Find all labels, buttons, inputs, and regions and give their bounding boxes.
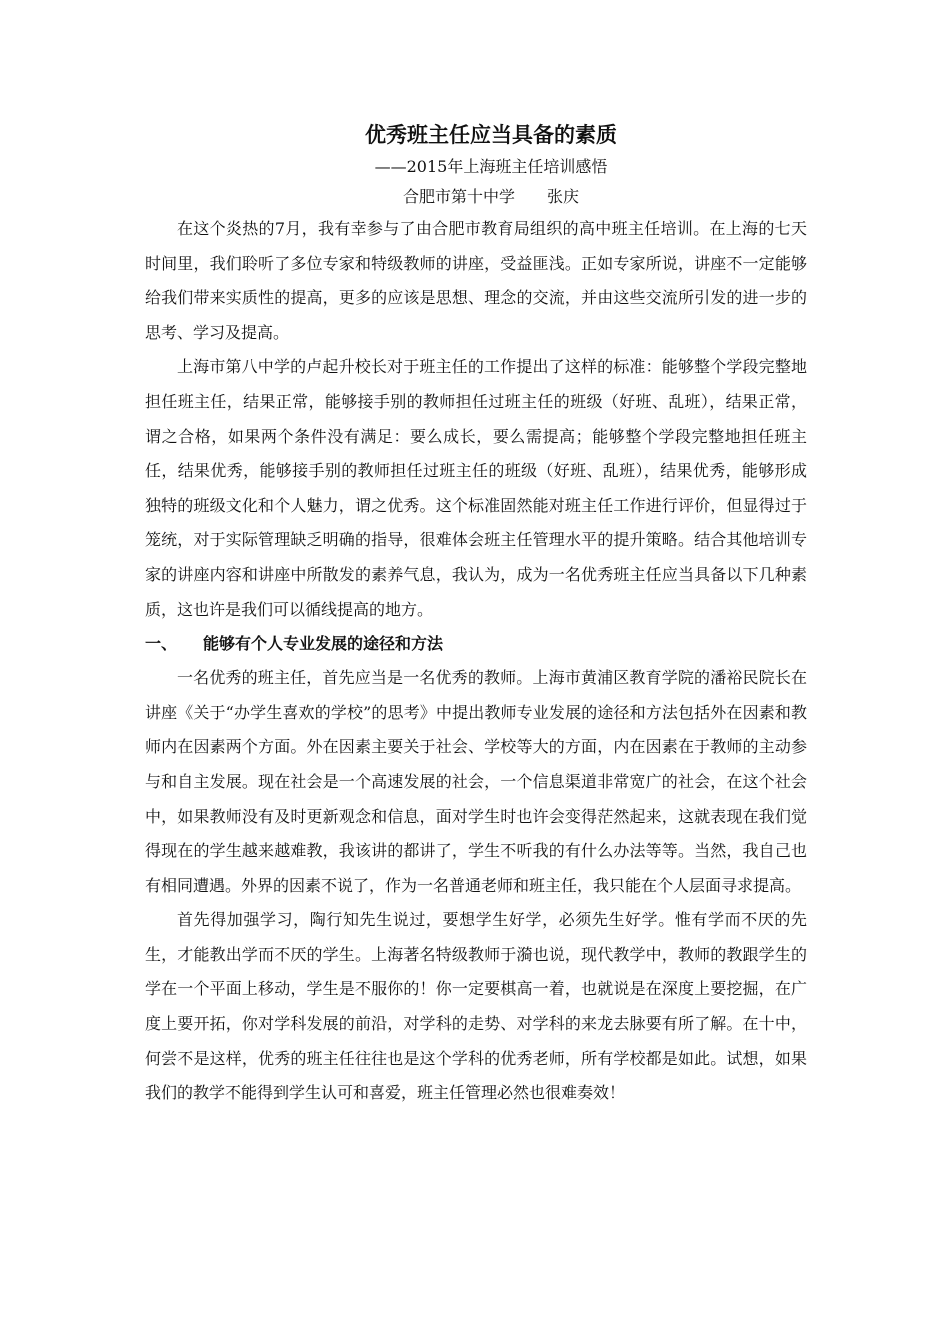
section-number: 一、 (145, 634, 178, 654)
paragraph-learning: 首先得加强学习，陶行知先生说过，要想学生好学，必须先生好学。惟有学而不厌的先生，才能教出学而不厌的学生。上海著名特级教师于漪也说，现代教学中，教师的教跟学生的学在一个平面上移动，学生是不服你的！你一定要棋高一着，也就说是在深度上要挖掘，在广度上要开拓，你对学科发展的前沿，对学科的走势、对学科的来龙去脉要有所了解。在十中，何尝不是这样，优秀的班主任往往也是这个学科的优秀老师，所有学校都是如此。试想，如果我们的教学不能得到学生认可和喜爱，班主任管理必然也很难奏效！ (145, 910, 807, 1103)
paragraph-standard: 上海市第八中学的卢起升校长对于班主任的工作提出了这样的标准：能够整个学段完整地担任班主任，结果正常，能够接手别的教师担任过班主任的班级（好班、乱班），结果正常，谓之合格，如果两个条件没有满足：要么成长，要么需提高；能够整个学段完整地担任班主任，结果优秀，能够接手别的教师担任过班主任的班级（好班、乱班），结果优秀，能够形成独特的班级文化和个人魅力，谓之优秀。这个标准固然能对班主任工作进行评价，但显得过于笼统，对于实际管理缺乏明确的指导，很难体会班主任管理水平的提升策略。结合其他培训专家的讲座内容和讲座中所散发的素养气息，我认为，成为一名优秀班主任应当具备以下几种素质，这也许是我们可以循线提高的地方。 (145, 357, 807, 619)
paragraph-professional-development: 一名优秀的班主任，首先应当是一名优秀的教师。上海市黄浦区教育学院的潘裕民院长在讲座《关于“办学生喜欢的学校”的思考》中提出教师专业发展的途径和方法包括外在因素和教师内在因素两个方面。外在因素主要关于社会、学校等大的方面，内在因素在于教师的主动参与和自主发展。现在社会是一个高速发展的社会，一个信息渠道非常宽广的社会，在这个社会中，如果教师没有及时更新观念和信息，面对学生时也许会变得茫然起来，这就表现在我们觉得现在的学生越来越难教，我该讲的都讲了，学生不听我的有什么办法等等。当然，我自己也有相同遭遇。外界的因素不说了，作为一名普通老师和班主任，我只能在个人层面寻求提高。 (145, 668, 807, 895)
author-line: 合肥市第十中学 张庆 (402, 187, 579, 206)
paragraph-intro: 在这个炎热的7月，我有幸参与了由合肥市教育局组织的高中班主任培训。在上海的七天时间里，我们聆听了多位专家和特级教师的讲座，受益匪浅。正如专家所说，讲座不一定能够给我们带来实质性的提高，更多的应该是思想、理念的交流，并由这些交流所引发的进一步的思考、学习及提高。 (145, 219, 807, 342)
document-title: 优秀班主任应当具备的素质 (365, 122, 617, 147)
document-page (145, 118, 807, 1111)
document-subtitle: ——2015年上海班主任培训感悟 (374, 157, 608, 176)
section-heading-text: 能够有个人专业发展的途径和方法 (203, 634, 444, 654)
section-heading (145, 627, 807, 661)
